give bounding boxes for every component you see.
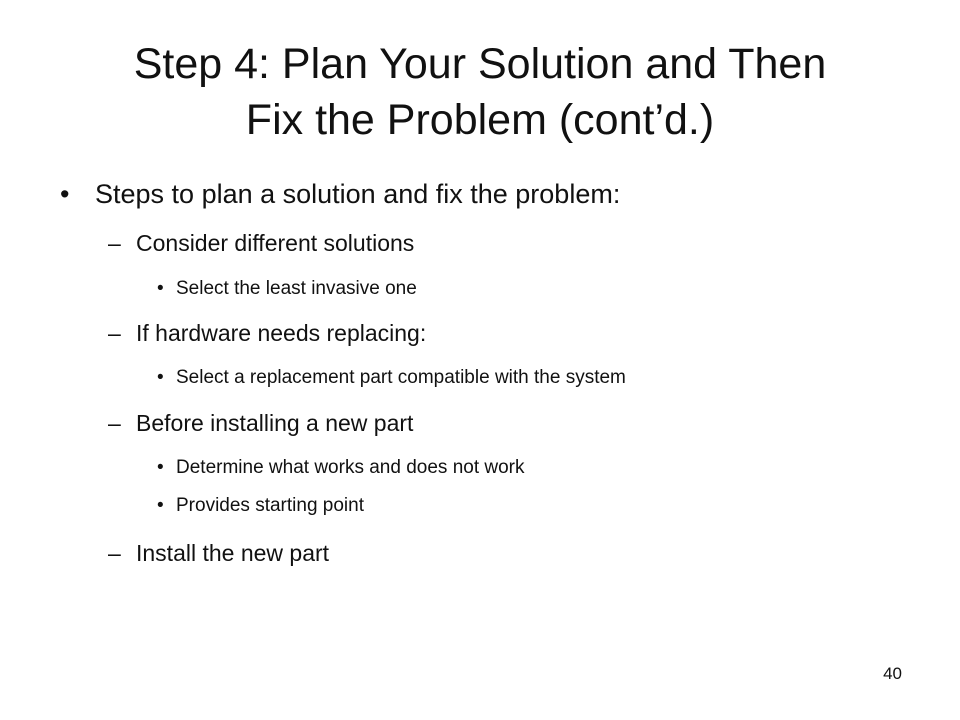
dash-marker: – [108,320,121,346]
sub-bullet-item [157,456,525,480]
bullet-text: Steps to plan a solution and fix the problem: [95,179,621,209]
dash-text: Consider different solutions [136,230,415,256]
dash-marker: – [108,410,121,436]
dash-text: If hardware needs replacing: [136,320,427,346]
sub-bullet-text: Determine what works and does not work [176,457,525,478]
sub-bullet-item [157,366,626,390]
sub-bullet-marker: • [157,278,164,299]
slide-title-line-1: Step 4: Plan Your Solution and Then [133,40,827,88]
sub-bullet-marker: • [157,457,164,478]
dash-item [108,229,415,257]
sub-bullet-item [157,277,417,301]
page-number: 40 [883,664,902,683]
bullet-marker: • [60,179,70,209]
dash-item [108,319,427,347]
dash-item [108,539,330,567]
bullet-item [60,178,621,210]
sub-bullet-marker: • [157,367,164,388]
sub-bullet-text: Select a replacement part compatible with the system [176,367,626,388]
dash-marker: – [108,230,121,256]
dash-item [108,409,414,437]
dash-text: Before installing a new part [136,410,414,436]
sub-bullet-item [157,494,364,518]
sub-bullet-marker: • [157,495,164,516]
slide-title-line-2: Fix the Problem (cont’d.) [245,96,715,144]
dash-marker: – [108,540,121,566]
sub-bullet-text: Provides starting point [176,495,364,516]
sub-bullet-text: Select the least invasive one [176,278,417,299]
dash-text: Install the new part [136,540,330,566]
